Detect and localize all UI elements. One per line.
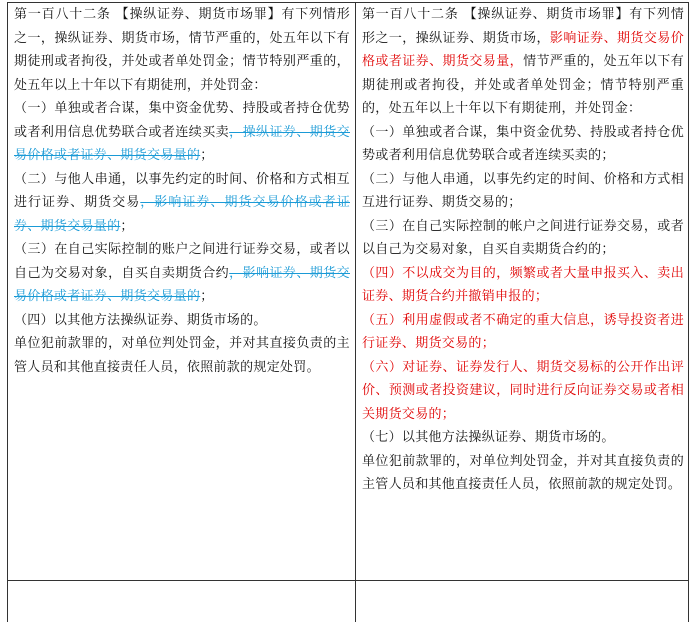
new-heading-inserted: 影响证券、期货交易价格或者证券、期货交易量，: [362, 30, 684, 69]
old-item-3: [14, 238, 350, 309]
old-item-4: （四）以其他方法操纵证券、期货市场的。: [14, 312, 267, 328]
new-item-7: （七）以其他方法操纵证券、期货市场的。: [362, 430, 615, 445]
old-item-1-text: （一）单独或者合谋，集中资金优势、持股或者持仓优势或者利用信息优势联合或者连续买卖: [14, 101, 350, 140]
new-item-3: （三）在自己实际控制的帐户之间进行证券交易，或者以自己为交易对象，自买自卖期货合约的；: [362, 218, 684, 257]
old-item-2: [14, 168, 350, 239]
old-item-2-text: （二）与他人串通，以事先约定的时间、价格和方式相互进行证券、期货交易: [14, 171, 350, 210]
column-divider: [355, 3, 356, 622]
comparison-table: [7, 2, 689, 622]
old-item-2-end: ；: [120, 218, 134, 234]
old-unit-clause: 单位犯前款罪的，对单位判处罚金，并对其直接负责的主管人员和其他直接责任人员，依照前款的规定处罚。: [14, 336, 350, 375]
old-item-1-deleted: ，操纵证券、期货交易价格或者证券、期货交易量的: [14, 124, 350, 163]
old-item-3-end: ；: [200, 289, 214, 304]
old-item-3-text: （三）在自己实际控制的账户之间进行证券交易，或者以自己为交易对象，自买自卖期货合约: [14, 242, 350, 281]
new-item-1: （一）单独或者合谋，集中资金优势、持股或者持仓优势或者利用信息优势联合或者连续买卖的；: [362, 124, 684, 163]
new-heading-part-a: 第一百八十二条 【操纵证券、期货市场罪】有下列情形之一，操纵证券、期货市场，: [362, 7, 684, 46]
new-item-4-inserted: （四）不以成交为目的，频繁或者大量申报买入、卖出证券、期货合约并撤销申报的；: [362, 265, 684, 304]
old-item-2-deleted: ，影响证券、期货交易价格或者证券、期货交易量的: [14, 195, 350, 234]
old-item-1: [14, 97, 350, 168]
new-unit-clause: 单位犯前款罪的，对单位判处罚金，并对其直接负责的主管人员和其他直接责任人员，依照前款的规定处罚。: [362, 453, 684, 492]
new-heading-part-b: 情节严重的，处五年以下有期徒刑或者拘役，并处或者单处罚金；情节特别严重的，处五年以上十年以下有期徒刑，并处罚金：: [362, 54, 684, 116]
new-item-2: （二）与他人串通，以事先约定的时间、价格和方式相互进行证券、期货交易的；: [362, 171, 684, 210]
new-text-column: [362, 3, 684, 622]
old-text-column: [14, 3, 350, 622]
old-article-heading: 第一百八十二条 【操纵证券、期货市场罪】有下列情形之一，操纵证券、期货市场，情节严重的，处五年以下有期徒刑或者拘役，并处或者单处罚金；情节特别严重的，处五年以上十年以下有期徒刑，并处罚金：: [14, 7, 350, 93]
old-item-1-end: ；: [200, 148, 214, 163]
new-item-6-inserted: （六）对证券、证券发行人、期货交易标的公开作出评价、预测或者投资建议，同时进行反向证券交易或者相关期货交易的；: [362, 359, 684, 422]
new-article-heading: [362, 3, 684, 121]
new-item-5-inserted: （五）利用虚假或者不确定的重大信息，诱导投资者进行证券、期货交易的；: [362, 312, 684, 351]
old-item-3-deleted: ，影响证券、期货交易价格或者证券、期货交易量的: [14, 265, 350, 304]
